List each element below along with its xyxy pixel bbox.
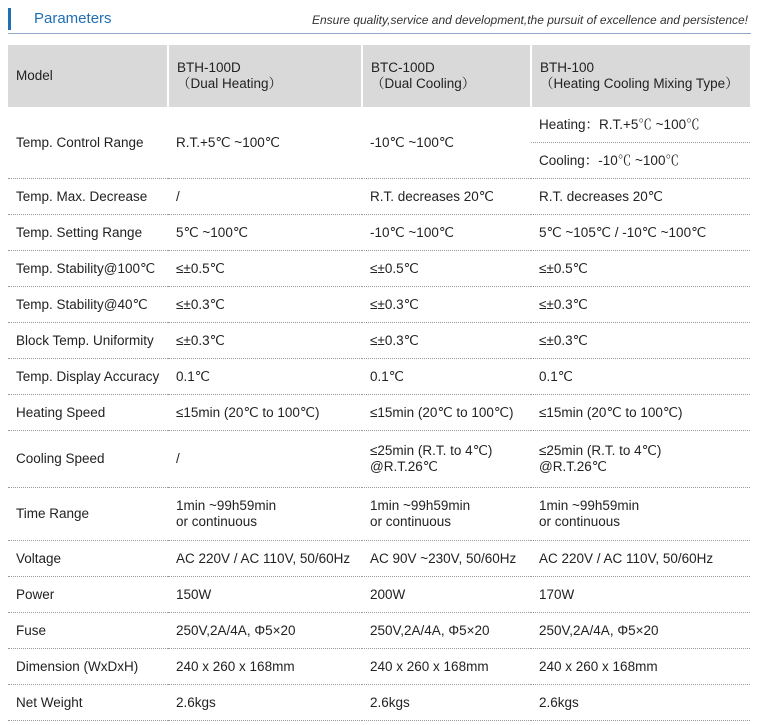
row-label: Block Temp. Uniformity	[8, 323, 168, 359]
table-cell: /	[168, 179, 362, 215]
table-cell: Heating：R.T.+5℃ ~100℃	[531, 107, 750, 143]
table-cell: 1min ~99h59min or continuous	[362, 488, 531, 541]
table-cell: R.T. decreases 20℃	[362, 179, 531, 215]
section-title: Parameters	[34, 10, 112, 27]
table-row	[8, 488, 750, 541]
row-label: Temp. Setting Range	[8, 215, 168, 251]
table-row	[8, 215, 750, 251]
row-label: Power	[8, 577, 168, 613]
table-row	[8, 613, 750, 649]
section-header	[8, 6, 751, 32]
table-row	[8, 649, 750, 685]
table-cell: 1min ~99h59min or continuous	[168, 488, 362, 541]
table-cell: ≤15min (20℃ to 100℃)	[168, 395, 362, 431]
header-accent-bar	[8, 8, 11, 30]
parameters-table	[8, 45, 750, 721]
column-header: BTH-100 （Heating Cooling Mixing Type）	[531, 45, 750, 107]
table-cell: ≤±0.3℃	[168, 323, 362, 359]
table-cell: 170W	[531, 577, 750, 613]
table-cell: /	[168, 431, 362, 488]
table-row	[8, 359, 750, 395]
table-cell: 200W	[362, 577, 531, 613]
table-cell: 240 x 260 x 168mm	[362, 649, 531, 685]
row-label: Cooling Speed	[8, 431, 168, 488]
table-cell: 0.1℃	[168, 359, 362, 395]
table-cell: ≤±0.5℃	[168, 251, 362, 287]
table-cell: ≤±0.5℃	[362, 251, 531, 287]
column-header: BTC-100D （Dual Cooling）	[362, 45, 531, 107]
table-row	[8, 395, 750, 431]
row-label: Temp. Control Range	[8, 107, 168, 179]
table-cell: ≤±0.3℃	[531, 287, 750, 323]
table-cell: -10℃ ~100℃	[362, 107, 531, 179]
table-cell: 240 x 260 x 168mm	[531, 649, 750, 685]
table-row	[8, 107, 750, 143]
row-label: Temp. Max. Decrease	[8, 179, 168, 215]
table-cell: -10℃ ~100℃	[362, 215, 531, 251]
table-row	[8, 323, 750, 359]
table-cell: 150W	[168, 577, 362, 613]
table-row	[8, 541, 750, 577]
table-cell: AC 90V ~230V, 50/60Hz	[362, 541, 531, 577]
table-cell: 250V,2A/4A, Φ5×20	[362, 613, 531, 649]
header-slogan: Ensure quality,service and development,the pursuit of excellence and persistence!	[311, 13, 748, 27]
table-cell: 0.1℃	[362, 359, 531, 395]
row-label: Heating Speed	[8, 395, 168, 431]
table-cell: ≤±0.3℃	[168, 287, 362, 323]
row-label: Voltage	[8, 541, 168, 577]
table-cell: R.T.+5℃ ~100℃	[168, 107, 362, 179]
table-cell: 2.6kgs	[531, 685, 750, 721]
column-header: BTH-100D （Dual Heating）	[168, 45, 362, 107]
table-cell: ≤25min (R.T. to 4℃) @R.T.26℃	[362, 431, 531, 488]
table-cell: AC 220V / AC 110V, 50/60Hz	[168, 541, 362, 577]
table-cell: 5℃ ~100℃	[168, 215, 362, 251]
table-cell: ≤±0.3℃	[362, 323, 531, 359]
table-cell: ≤±0.3℃	[362, 287, 531, 323]
table-cell: 5℃ ~105℃ / -10℃ ~100℃	[531, 215, 750, 251]
table-cell: ≤25min (R.T. to 4℃) @R.T.26℃	[531, 431, 750, 488]
row-label: Temp. Display Accuracy	[8, 359, 168, 395]
table-cell: 2.6kgs	[362, 685, 531, 721]
table-cell: 250V,2A/4A, Φ5×20	[531, 613, 750, 649]
table-cell: 2.6kgs	[168, 685, 362, 721]
column-header: Model	[8, 45, 168, 107]
row-label: Net Weight	[8, 685, 168, 721]
table-header-row	[8, 45, 750, 107]
table-row	[8, 431, 750, 488]
table-cell: 0.1℃	[531, 359, 750, 395]
table-row	[8, 251, 750, 287]
row-label: Dimension (WxDxH)	[8, 649, 168, 685]
table-cell: 1min ~99h59min or continuous	[531, 488, 750, 541]
table-cell: Cooling：-10℃ ~100℃	[531, 143, 750, 179]
row-label: Fuse	[8, 613, 168, 649]
table-row	[8, 179, 750, 215]
table-cell: R.T. decreases 20℃	[531, 179, 750, 215]
header-rule	[8, 33, 751, 34]
table-cell: ≤±0.3℃	[531, 323, 750, 359]
table-cell: ≤15min (20℃ to 100℃)	[362, 395, 531, 431]
table-row	[8, 577, 750, 613]
table-cell: ≤±0.5℃	[531, 251, 750, 287]
table-cell: AC 220V / AC 110V, 50/60Hz	[531, 541, 750, 577]
table-cell: 240 x 260 x 168mm	[168, 649, 362, 685]
table-row	[8, 685, 750, 721]
table-cell: ≤15min (20℃ to 100℃)	[531, 395, 750, 431]
row-label: Temp. Stability@40℃	[8, 287, 168, 323]
row-label: Time Range	[8, 488, 168, 541]
table-row	[8, 287, 750, 323]
row-label: Temp. Stability@100℃	[8, 251, 168, 287]
table-cell: 250V,2A/4A, Φ5×20	[168, 613, 362, 649]
